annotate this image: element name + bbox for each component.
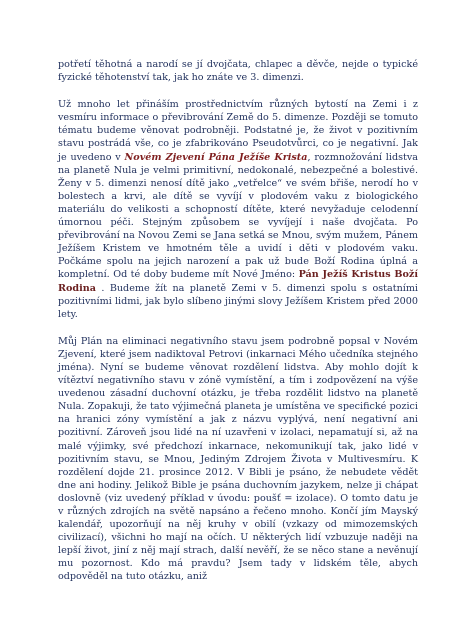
text-run: Můj Plán na eliminaci negativního stavu jsem podrobně popsal v Novém Zjevení, které jsem nadiktoval Petrovi (inkarnaci Mého učedníka stejného jména). Nyní se budeme věnovat rozdělení lidstva. Aby mohlo dojít k vítěztví negativního stavu v zóně vymístění, a tím i zodpovězení na výše uvedenou zásadní duchovní otázku, je třeba rozdělit lidstvo na planetě Nula. Zopakuji, že tato výjimečná planeta je umístěna ve specifické pozici na hranici zóny vymístění a jak z názvu vyplývá, není negativní ani pozitivní. Zároveň jsou lidé na ní uzavřeni v izolaci, nepamatují si, až na malé výjimky, své předchozí inkarnace, nekomunikují tak, jako lidé v pozitivním stavu, se Mnou, Jediným Zdrojem Života v Multivesmíru. K rozdělení dojde 21. prosince 2012. V Bibli je psáno, že nebudete vědět dne ani hodiny. Jelikož Bible je psána duchovním jazykem, nelze ji chápat doslovně (viz uvedený příklad v úvodu: poušť = izolace). O tomto datu je v různých zdrojích na světě napsáno a řečeno mnoho. Končí jím Mayský kalendář, upozorňují na něj kruhy v obilí (vzkazy od mimozemských civilizací), všichni ho mají na očích. U některých lidí vzbuzuje naději na lepší život, jiní z něj mají strach, další nevěří, že se něco stane a nevěnují mu pozornost. Kdo má pravdu? Jsem tady v lidském těle, abych odpověděl na tuto otázku, aniž: [58, 335, 418, 583]
text-run: , rozmnožování lidstva na planetě Nula je velmi primitivní, nedokonalé, nebezpečné a bolestivé. Ženy v 5. dimenzi nenosí dítě jako „vetřelce“ ve svém břiše, nerodí ho v bolestech a krvi, ale dítě se vyvíjí v plodovém vaku z biologického materiálu do velikosti a schopností dítěte, které nevyžaduje celodenní úmornou péči. Stejným způsobem se vyvíjejí i naše dvojčata. Po převibrování na Novou Zemi se Jana setká se Mnou, svým mužem, Pánem Ježíšem Kristem ve hmotném těle a uvidí i děti v plodovém vaku. Počkáme spolu na jejich narození a pak už bude Boží Rodina úplná a kompletní. Od té doby budeme mít Nové Jméno:: [58, 151, 418, 281]
text-run: . Budeme žít na planetě Zemi v 5. dimenzi spolu s ostatními pozitivními lidmi, jak bylo slíbeno jinými slovy Ježíšem Kristem před 2000 lety.: [58, 282, 418, 320]
bold-italic-text-run: Novém Zjevení Pána Ježíše Krista: [124, 151, 308, 163]
paragraph-2: [58, 98, 418, 321]
paragraph-3: [58, 335, 418, 584]
text-run: potřetí těhotná a narodí se jí dvojčata, chlapec a děvče, nejde o typické fyzické těhotenství tak, jak ho znáte ve 3. dimenzi.: [58, 59, 418, 84]
text-run: Už mnoho let přináším prostřednictvím různých bytostí na Zemi i z vesmíru informace o převibrování Země do 5. dimenze. Později se tomuto tématu budeme věnovat podrobněji. Podstatné je, že život v pozitivním stavu postrádá vše, co je zfabrikováno Pseudotvůrci, co je negativní. Jak je uvedeno v: [58, 99, 418, 163]
paragraph-1: [58, 58, 418, 84]
bold-text-run: Pán Ježíš Kristus Boží Rodina: [58, 269, 418, 294]
